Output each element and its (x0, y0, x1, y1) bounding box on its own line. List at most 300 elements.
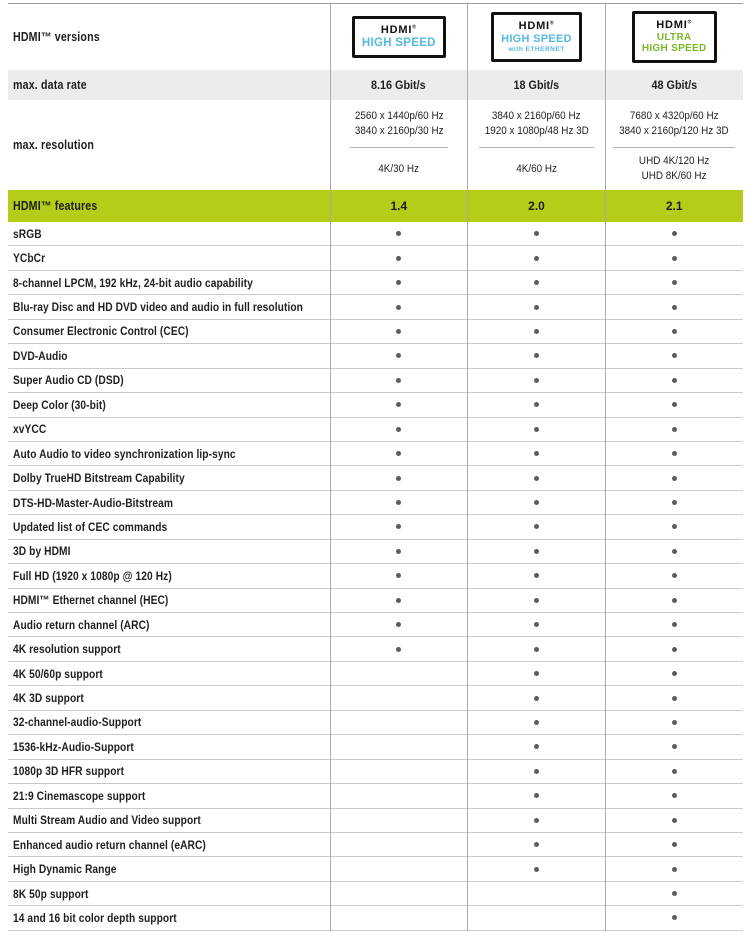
feature-support-cells (330, 711, 743, 734)
feature-row (8, 540, 743, 564)
feature-support-cells (330, 613, 743, 636)
feature-support-cell (330, 882, 468, 905)
hdmi-logo-badge (352, 16, 446, 58)
support-dot (396, 378, 401, 383)
support-dot (672, 744, 677, 749)
version-number-cell (330, 190, 468, 222)
feature-label: xvYCC (13, 422, 47, 437)
feature-support-cell (468, 320, 606, 343)
version-number: 2.0 (528, 199, 545, 213)
feature-label-cell (8, 833, 330, 856)
feature-row (8, 466, 743, 490)
feature-support-cells (330, 393, 743, 416)
feature-label: Deep Color (30-bit) (13, 397, 106, 412)
feature-support-cell (468, 711, 606, 734)
versions-label: HDMI™ versions (13, 30, 100, 44)
feature-support-cell (605, 393, 743, 416)
version-badge-cell (468, 4, 606, 70)
feature-label-cell (8, 784, 330, 807)
feature-support-cell (468, 564, 606, 587)
feature-row (8, 369, 743, 393)
feature-label-cell (8, 320, 330, 343)
feature-support-cell (468, 271, 606, 294)
feature-label-cell (8, 686, 330, 709)
feature-support-cell (330, 320, 468, 343)
feature-row (8, 760, 743, 784)
hdmi-comparison-table (8, 3, 743, 931)
hdmi-logo-badge (491, 12, 582, 61)
feature-support-cell (330, 393, 468, 416)
feature-row (8, 564, 743, 588)
feature-support-cell (468, 515, 606, 538)
support-dot (396, 451, 401, 456)
feature-label-cell (8, 857, 330, 880)
support-dot (672, 451, 677, 456)
data-rate-label-cell (8, 70, 330, 100)
resolution-primary (613, 100, 735, 148)
feature-label-cell (8, 662, 330, 685)
feature-support-cell (330, 613, 468, 636)
feature-row (8, 637, 743, 661)
feature-row (8, 320, 743, 344)
support-dot (672, 280, 677, 285)
feature-row (8, 784, 743, 808)
support-dot (534, 305, 539, 310)
hdmi-brand-text: HDMI (518, 20, 550, 33)
feature-label-cell (8, 271, 330, 294)
feature-support-cell (605, 540, 743, 563)
support-dot (672, 524, 677, 529)
resolution-line: 3840 x 2160p/30 Hz (354, 124, 444, 137)
feature-support-cell (468, 833, 606, 856)
feature-support-cells (330, 515, 743, 538)
feature-support-cells (330, 809, 743, 832)
feature-support-cell (605, 662, 743, 685)
feature-support-cells (330, 222, 743, 245)
feature-support-cell (468, 369, 606, 392)
feature-row (8, 735, 743, 759)
feature-label: HDMI™ Ethernet channel (HEC) (13, 593, 169, 608)
version-number-cell (605, 190, 743, 222)
resolution-primary (350, 100, 448, 148)
feature-support-cell (330, 833, 468, 856)
feature-rows (8, 222, 743, 931)
feature-support-cell (468, 882, 606, 905)
feature-support-cells (330, 735, 743, 758)
feature-support-cell (605, 222, 743, 245)
support-dot (396, 622, 401, 627)
feature-support-cell (468, 662, 606, 685)
feature-row (8, 589, 743, 613)
feature-label: Enhanced audio return channel (eARC) (13, 837, 206, 852)
support-dot (396, 402, 401, 407)
feature-label-cell (8, 344, 330, 367)
support-dot (672, 231, 677, 236)
feature-label: 4K 3D support (13, 691, 84, 706)
support-dot (672, 353, 677, 358)
feature-label: 21:9 Cinemascope support (13, 788, 146, 803)
support-dot (534, 598, 539, 603)
resolution-line: 4K/30 Hz (378, 162, 420, 175)
support-dot (534, 549, 539, 554)
feature-support-cell (468, 466, 606, 489)
feature-label-cell (8, 540, 330, 563)
support-dot (396, 280, 401, 285)
feature-support-cell (468, 809, 606, 832)
support-dot (534, 696, 539, 701)
feature-support-cell (330, 271, 468, 294)
feature-label: High Dynamic Range (13, 862, 117, 877)
features-header-label: HDMI™ features (13, 199, 98, 213)
feature-support-cell (330, 760, 468, 783)
feature-support-cells (330, 466, 743, 489)
badge-speed-label: HIGH SPEED (641, 43, 707, 55)
support-dot (534, 744, 539, 749)
feature-label: Audio return channel (ARC) (13, 617, 150, 632)
support-dot (396, 427, 401, 432)
feature-row (8, 686, 743, 710)
feature-row (8, 833, 743, 857)
feature-support-cell (330, 246, 468, 269)
support-dot (534, 378, 539, 383)
feature-support-cells (330, 271, 743, 294)
feature-support-cell (330, 686, 468, 709)
feature-support-cell (468, 760, 606, 783)
support-dot (672, 476, 677, 481)
support-dot (534, 329, 539, 334)
feature-support-cell (330, 735, 468, 758)
feature-support-cell (468, 344, 606, 367)
feature-row (8, 393, 743, 417)
feature-label: 4K resolution support (13, 642, 121, 657)
data-rate-cell (605, 70, 743, 100)
hdmi-brand-wordmark (381, 24, 417, 37)
data-rate-value: 48 Gbit/s (651, 78, 697, 92)
support-dot (672, 427, 677, 432)
feature-row (8, 857, 743, 881)
feature-support-cells (330, 442, 743, 465)
feature-support-cell (605, 833, 743, 856)
feature-row (8, 442, 743, 466)
versions-label-cell (8, 4, 330, 70)
feature-row (8, 515, 743, 539)
support-dot (672, 402, 677, 407)
resolution-values (330, 100, 743, 190)
feature-row (8, 295, 743, 319)
feature-label: Super Audio CD (DSD) (13, 373, 124, 388)
support-dot (534, 451, 539, 456)
feature-support-cells (330, 637, 743, 660)
resolution-secondary (514, 148, 559, 190)
feature-row (8, 711, 743, 735)
feature-support-cells (330, 564, 743, 587)
feature-support-cell (605, 564, 743, 587)
feature-support-cell (330, 515, 468, 538)
resolution-label: max. resolution (13, 138, 95, 152)
support-dot (672, 329, 677, 334)
features-header-versions (330, 190, 743, 222)
feature-label: sRGB (13, 226, 42, 241)
version-number-cell (468, 190, 606, 222)
feature-support-cell (330, 491, 468, 514)
support-dot (534, 280, 539, 285)
feature-support-cell (605, 271, 743, 294)
support-dot (672, 256, 677, 261)
support-dot (534, 353, 539, 358)
resolution-line: 1920 x 1080p/48 Hz 3D (484, 124, 589, 137)
support-dot (396, 524, 401, 529)
feature-support-cell (468, 540, 606, 563)
feature-support-cell (468, 735, 606, 758)
support-dot (672, 915, 677, 920)
feature-label-cell (8, 711, 330, 734)
support-dot (396, 647, 401, 652)
feature-support-cell (468, 491, 606, 514)
feature-label: YCbCr (13, 251, 46, 266)
badge-speed-label: with ETHERNET (508, 45, 565, 53)
feature-label-cell (8, 418, 330, 441)
support-dot (534, 622, 539, 627)
support-dot (534, 842, 539, 847)
feature-support-cell (330, 540, 468, 563)
hdmi-brand-wordmark (519, 20, 555, 33)
feature-row (8, 906, 743, 930)
feature-label: Dolby TrueHD Bitstream Capability (13, 471, 185, 486)
feature-support-cell (468, 418, 606, 441)
registered-mark: ® (549, 20, 555, 27)
resolution-label-cell (8, 100, 330, 190)
feature-label-cell (8, 295, 330, 318)
resolution-line: UHD 4K/120 Hz (638, 155, 710, 167)
feature-label: 3D by HDMI (13, 544, 71, 559)
data-rate-value: 8.16 Gbit/s (371, 78, 427, 92)
feature-row (8, 613, 743, 637)
feature-support-cell (330, 418, 468, 441)
features-header-row (8, 190, 743, 222)
support-dot (534, 793, 539, 798)
support-dot (534, 818, 539, 823)
support-dot (672, 598, 677, 603)
feature-support-cells (330, 320, 743, 343)
support-dot (534, 671, 539, 676)
feature-support-cells (330, 295, 743, 318)
feature-label: Blu-ray Disc and HD DVD video and audio in full resolution (13, 300, 303, 315)
feature-support-cell (605, 711, 743, 734)
badge-speed-label: HIGH SPEED (361, 36, 436, 49)
feature-support-cell (468, 906, 606, 929)
feature-support-cell (330, 442, 468, 465)
support-dot (672, 842, 677, 847)
resolution-cell (468, 100, 606, 190)
feature-support-cell (605, 735, 743, 758)
feature-support-cell (468, 222, 606, 245)
data-rate-cell (468, 70, 606, 100)
data-rate-values (330, 70, 743, 100)
resolution-line: UHD 8K/60 Hz (641, 170, 707, 182)
support-dot (396, 476, 401, 481)
data-rate-value: 18 Gbit/s (513, 78, 560, 92)
feature-support-cell (605, 809, 743, 832)
feature-support-cell (330, 809, 468, 832)
support-dot (534, 720, 539, 725)
feature-label-cell (8, 906, 330, 929)
feature-support-cells (330, 784, 743, 807)
support-dot (672, 671, 677, 676)
feature-support-cell (468, 784, 606, 807)
support-dot (396, 598, 401, 603)
feature-label-cell (8, 589, 330, 612)
resolution-line: 4K/60 Hz (516, 162, 557, 175)
feature-support-cell (330, 369, 468, 392)
support-dot (672, 696, 677, 701)
support-dot (534, 867, 539, 872)
support-dot (672, 720, 677, 725)
feature-label: Multi Stream Audio and Video support (13, 813, 201, 828)
feature-support-cell (468, 442, 606, 465)
support-dot (534, 647, 539, 652)
feature-support-cell (605, 760, 743, 783)
hdmi-brand-wordmark (656, 19, 692, 32)
feature-label: 1536-kHz-Audio-Support (13, 739, 134, 754)
version-number: 1.4 (390, 199, 408, 213)
feature-support-cell (330, 857, 468, 880)
feature-row (8, 809, 743, 833)
support-dot (396, 305, 401, 310)
feature-label-cell (8, 637, 330, 660)
feature-label: Updated list of CEC commands (13, 519, 168, 534)
feature-label: Consumer Electronic Control (CEC) (13, 324, 189, 339)
support-dot (396, 231, 401, 236)
feature-support-cell (605, 784, 743, 807)
feature-support-cell (605, 491, 743, 514)
resolution-line: 7680 x 4320p/60 Hz (629, 109, 719, 122)
feature-row (8, 222, 743, 246)
feature-support-cell (330, 295, 468, 318)
support-dot (672, 500, 677, 505)
support-dot (396, 500, 401, 505)
support-dot (672, 549, 677, 554)
feature-support-cells (330, 418, 743, 441)
resolution-cell (330, 100, 468, 190)
feature-label-cell (8, 393, 330, 416)
feature-support-cells (330, 857, 743, 880)
feature-label: DTS-HD-Master-Audio-Bitstream (13, 495, 174, 510)
feature-support-cell (468, 589, 606, 612)
feature-support-cell (605, 613, 743, 636)
feature-label-cell (8, 222, 330, 245)
feature-row (8, 418, 743, 442)
feature-support-cell (605, 857, 743, 880)
feature-support-cells (330, 760, 743, 783)
support-dot (672, 867, 677, 872)
feature-row (8, 246, 743, 270)
support-dot (396, 573, 401, 578)
feature-support-cell (605, 882, 743, 905)
feature-label-cell (8, 882, 330, 905)
feature-label: Auto Audio to video synchronization lip-sync (13, 446, 236, 461)
feature-row (8, 271, 743, 295)
version-badge-cell (605, 4, 743, 70)
support-dot (672, 305, 677, 310)
support-dot (534, 573, 539, 578)
feature-support-cell (605, 637, 743, 660)
support-dot (396, 353, 401, 358)
feature-support-cell (330, 662, 468, 685)
feature-support-cell (605, 295, 743, 318)
resolution-line: 2560 x 1440p/60 Hz (354, 109, 444, 122)
feature-support-cells (330, 833, 743, 856)
feature-support-cell (468, 295, 606, 318)
support-dot (672, 769, 677, 774)
feature-support-cell (330, 589, 468, 612)
registered-mark: ® (412, 24, 417, 31)
support-dot (672, 378, 677, 383)
feature-label-cell (8, 564, 330, 587)
support-dot (534, 524, 539, 529)
feature-support-cell (330, 344, 468, 367)
feature-label-cell (8, 246, 330, 269)
feature-support-cells (330, 491, 743, 514)
data-rate-cell (330, 70, 468, 100)
feature-support-cell (330, 222, 468, 245)
versions-badges (330, 4, 743, 70)
feature-support-cell (605, 344, 743, 367)
feature-support-cell (605, 466, 743, 489)
feature-row (8, 491, 743, 515)
feature-label-cell (8, 809, 330, 832)
feature-support-cell (605, 589, 743, 612)
support-dot (534, 769, 539, 774)
feature-support-cells (330, 882, 743, 905)
feature-label-cell (8, 735, 330, 758)
feature-support-cells (330, 589, 743, 612)
feature-support-cells (330, 686, 743, 709)
feature-support-cells (330, 906, 743, 929)
support-dot (534, 402, 539, 407)
badge-speed-label: HIGH SPEED (501, 33, 572, 45)
feature-row (8, 344, 743, 368)
feature-label: 8-channel LPCM, 192 kHz, 24-bit audio capability (13, 275, 253, 290)
feature-support-cells (330, 662, 743, 685)
support-dot (672, 647, 677, 652)
resolution-primary (479, 100, 595, 148)
feature-support-cell (468, 613, 606, 636)
feature-support-cell (605, 515, 743, 538)
versions-row (8, 4, 743, 70)
feature-support-cell (468, 393, 606, 416)
data-rate-row (8, 70, 743, 100)
feature-support-cell (468, 246, 606, 269)
feature-support-cell (605, 906, 743, 929)
feature-support-cell (330, 906, 468, 929)
feature-support-cell (468, 637, 606, 660)
support-dot (396, 256, 401, 261)
resolution-row (8, 100, 743, 190)
data-rate-label: max. data rate (13, 78, 87, 92)
resolution-cell (605, 100, 743, 190)
feature-support-cell (605, 442, 743, 465)
feature-support-cells (330, 369, 743, 392)
feature-support-cell (605, 369, 743, 392)
feature-label: 32-channel-audio-Support (13, 715, 142, 730)
feature-label: Full HD (1920 x 1080p @ 120 Hz) (13, 568, 172, 583)
version-number: 2.1 (665, 199, 683, 213)
features-header-label-cell (8, 190, 330, 222)
badge-speed-label: ULTRA (656, 31, 692, 43)
support-dot (672, 793, 677, 798)
feature-support-cell (605, 418, 743, 441)
support-dot (534, 427, 539, 432)
